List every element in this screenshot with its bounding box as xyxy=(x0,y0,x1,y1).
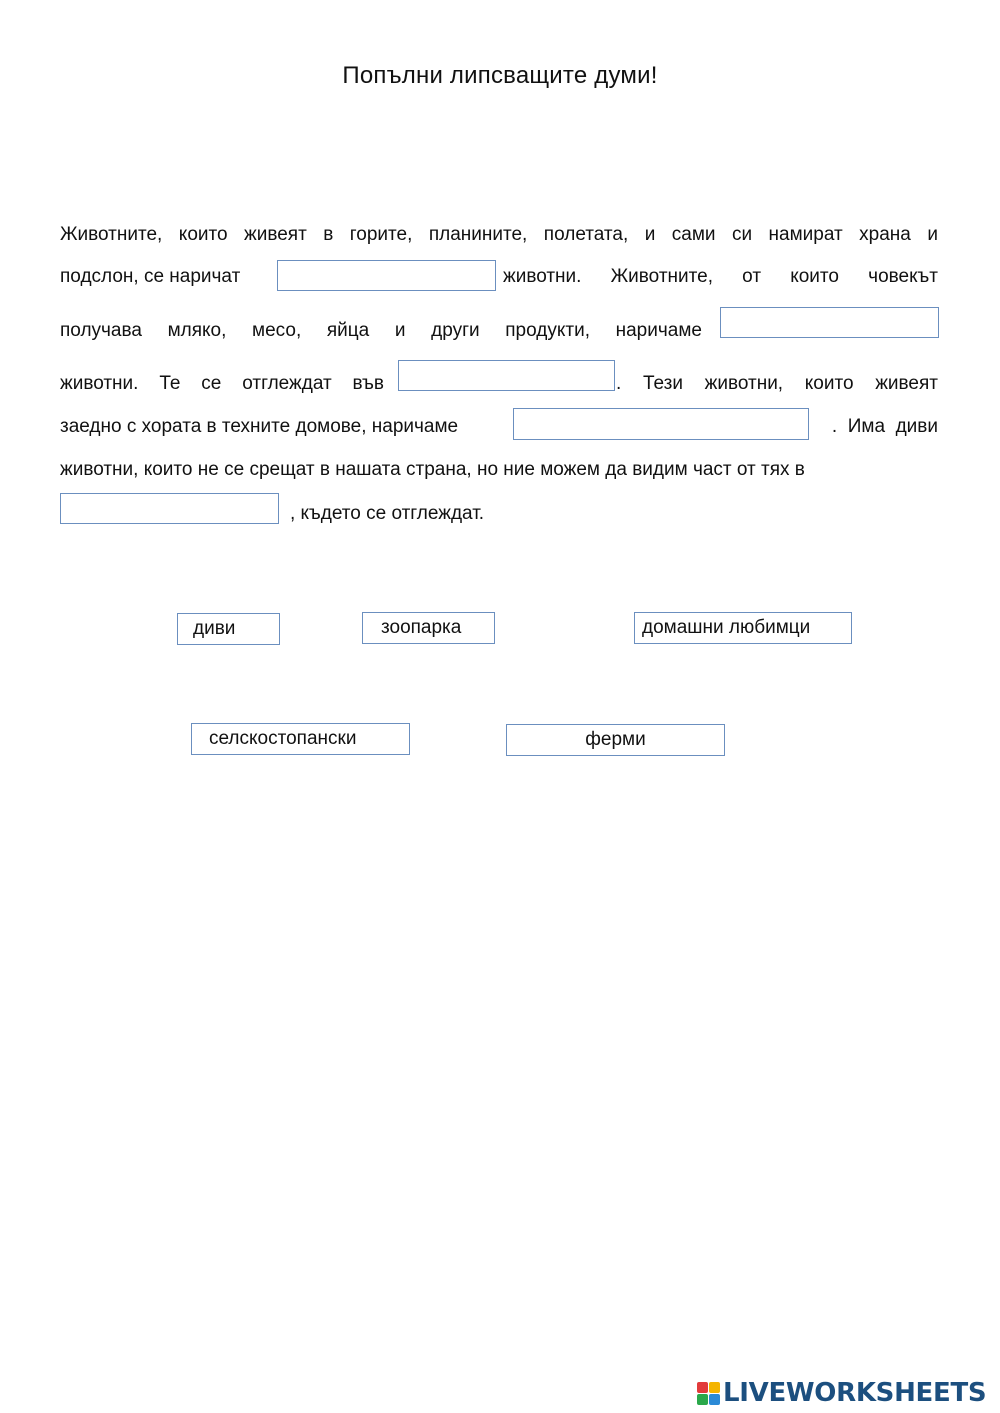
logo-squares-icon xyxy=(697,1382,720,1405)
word: и xyxy=(644,224,656,245)
word: Те xyxy=(159,373,181,394)
word: във xyxy=(352,373,384,394)
line-6-text: животни, които не се срещат в нашата страна, но ние можем да видим част от тях в xyxy=(60,459,805,480)
logo-text: LIVEWORKSHEETS xyxy=(723,1378,987,1408)
word: животни, xyxy=(704,373,784,394)
word: горите, xyxy=(349,224,413,245)
word-option-fermi[interactable]: ферми xyxy=(506,724,725,756)
word: месо, xyxy=(252,320,302,341)
word: получава xyxy=(60,320,142,341)
word: полетата, xyxy=(543,224,629,245)
logo-square xyxy=(697,1394,708,1405)
word: . xyxy=(616,373,622,394)
line-2-end xyxy=(503,259,938,295)
word: животни. xyxy=(503,266,582,287)
blank-4-input[interactable] xyxy=(513,408,809,440)
liveworksheets-logo xyxy=(697,1377,986,1409)
word: храна xyxy=(859,224,911,245)
word: животни. xyxy=(60,373,139,394)
blank-2-input[interactable] xyxy=(720,307,939,338)
word: сами xyxy=(671,224,716,245)
logo-square xyxy=(709,1394,720,1405)
word-option-zoopark[interactable]: зоопарка xyxy=(362,612,495,644)
blank-1-input[interactable] xyxy=(277,260,496,291)
word: други xyxy=(431,320,480,341)
word: човекът xyxy=(868,266,938,287)
word: Тези xyxy=(642,373,683,394)
text-line-1 xyxy=(60,217,938,253)
word: се xyxy=(201,373,222,394)
line-4-start xyxy=(60,366,384,402)
word-option-divi[interactable]: диви xyxy=(177,613,280,645)
text-line-6 xyxy=(60,452,938,488)
word: живеят xyxy=(244,224,307,245)
word: мляко, xyxy=(167,320,227,341)
line-5-end: . Има диви xyxy=(831,416,938,437)
text-line-7 xyxy=(60,496,938,532)
word: отглеждат xyxy=(242,373,332,394)
word: и xyxy=(394,320,406,341)
word: намират xyxy=(768,224,843,245)
line-2-start: подслон, се наричат xyxy=(60,266,241,287)
word: си xyxy=(731,224,753,245)
word-option-selskostopanski[interactable]: селскостопански xyxy=(191,723,410,755)
word: които xyxy=(790,266,839,287)
word: наричаме xyxy=(615,320,702,341)
word: които xyxy=(804,373,854,394)
word: от xyxy=(742,266,762,287)
word: и xyxy=(927,224,938,245)
logo-square xyxy=(709,1382,720,1393)
line-4-end xyxy=(616,366,938,402)
line-5-start: заедно с хората в техните домове, наричаме xyxy=(60,416,459,437)
word: които xyxy=(178,224,228,245)
text-line-2 xyxy=(60,259,938,295)
word: планините, xyxy=(428,224,528,245)
page-title: Попълни липсващите думи! xyxy=(342,62,658,89)
word: яйца xyxy=(326,320,370,341)
word: Животните, xyxy=(60,224,163,245)
logo-square xyxy=(697,1382,708,1393)
word: в xyxy=(323,224,334,245)
word-option-domashni-lyubimtsi[interactable]: домашни любимци xyxy=(634,612,852,644)
line-3-text xyxy=(60,313,702,349)
line-7-end: , където се отглеждат. xyxy=(290,503,485,524)
word: живеят xyxy=(875,373,938,394)
word: продукти, xyxy=(505,320,590,341)
word: Животните, xyxy=(610,266,713,287)
blank-3-input[interactable] xyxy=(398,360,615,391)
